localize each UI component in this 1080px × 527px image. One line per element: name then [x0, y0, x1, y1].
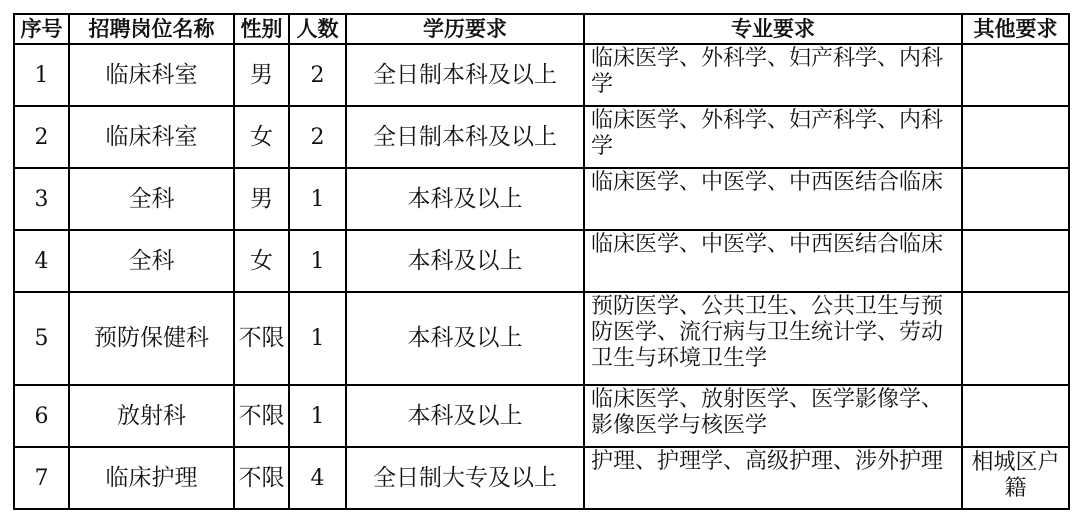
cell-other: 相城区户籍	[962, 447, 1069, 509]
header-count: 人数	[289, 14, 346, 44]
cell-no: 5	[14, 292, 69, 385]
cell-major: 护理、护理学、高级护理、涉外护理	[584, 447, 962, 509]
cell-education: 本科及以上	[346, 230, 584, 292]
cell-gender: 女	[234, 230, 289, 292]
cell-major: 临床医学、中医学、中西医结合临床	[584, 168, 962, 230]
cell-count: 2	[289, 44, 346, 106]
header-no: 序号	[14, 14, 69, 44]
cell-other	[962, 106, 1069, 168]
cell-position: 临床护理	[69, 447, 234, 509]
cell-other	[962, 230, 1069, 292]
table-row	[14, 44, 1069, 106]
cell-other	[962, 385, 1069, 447]
header-gender: 性别	[234, 14, 289, 44]
cell-no: 4	[14, 230, 69, 292]
cell-education: 全日制本科及以上	[346, 106, 584, 168]
table-row	[14, 230, 1069, 292]
cell-position: 全科	[69, 168, 234, 230]
cell-major: 临床医学、放射医学、医学影像学、影像医学与核医学	[584, 385, 962, 447]
table-row	[14, 447, 1069, 509]
cell-education: 本科及以上	[346, 385, 584, 447]
header-education: 学历要求	[346, 14, 584, 44]
cell-count: 1	[289, 292, 346, 385]
cell-gender: 不限	[234, 447, 289, 509]
cell-education: 全日制大专及以上	[346, 447, 584, 509]
header-row	[14, 14, 1069, 44]
table-row	[14, 168, 1069, 230]
header-major: 专业要求	[584, 14, 962, 44]
header-other: 其他要求	[962, 14, 1069, 44]
cell-position: 临床科室	[69, 106, 234, 168]
cell-education: 本科及以上	[346, 292, 584, 385]
cell-major: 临床医学、外科学、妇产科学、内科学	[584, 106, 962, 168]
cell-gender: 男	[234, 168, 289, 230]
cell-education: 全日制本科及以上	[346, 44, 584, 106]
cell-major: 临床医学、中医学、中西医结合临床	[584, 230, 962, 292]
table-row	[14, 292, 1069, 385]
cell-other	[962, 168, 1069, 230]
header-position: 招聘岗位名称	[69, 14, 234, 44]
cell-position: 临床科室	[69, 44, 234, 106]
cell-gender: 不限	[234, 385, 289, 447]
cell-position: 放射科	[69, 385, 234, 447]
cell-gender: 男	[234, 44, 289, 106]
table-row	[14, 106, 1069, 168]
cell-no: 1	[14, 44, 69, 106]
table-row	[14, 385, 1069, 447]
cell-major: 临床医学、外科学、妇产科学、内科学	[584, 44, 962, 106]
cell-count: 1	[289, 385, 346, 447]
cell-position: 全科	[69, 230, 234, 292]
cell-count: 1	[289, 168, 346, 230]
cell-no: 6	[14, 385, 69, 447]
recruitment-table	[13, 13, 1070, 510]
cell-major: 预防医学、公共卫生、公共卫生与预防医学、流行病与卫生统计学、劳动卫生与环境卫生学	[584, 292, 962, 385]
cell-gender: 女	[234, 106, 289, 168]
cell-education: 本科及以上	[346, 168, 584, 230]
cell-no: 7	[14, 447, 69, 509]
cell-count: 1	[289, 230, 346, 292]
recruitment-table-container	[13, 13, 1070, 510]
cell-no: 2	[14, 106, 69, 168]
cell-no: 3	[14, 168, 69, 230]
cell-position: 预防保健科	[69, 292, 234, 385]
cell-other	[962, 44, 1069, 106]
cell-other	[962, 292, 1069, 385]
cell-count: 2	[289, 106, 346, 168]
cell-gender: 不限	[234, 292, 289, 385]
cell-count: 4	[289, 447, 346, 509]
